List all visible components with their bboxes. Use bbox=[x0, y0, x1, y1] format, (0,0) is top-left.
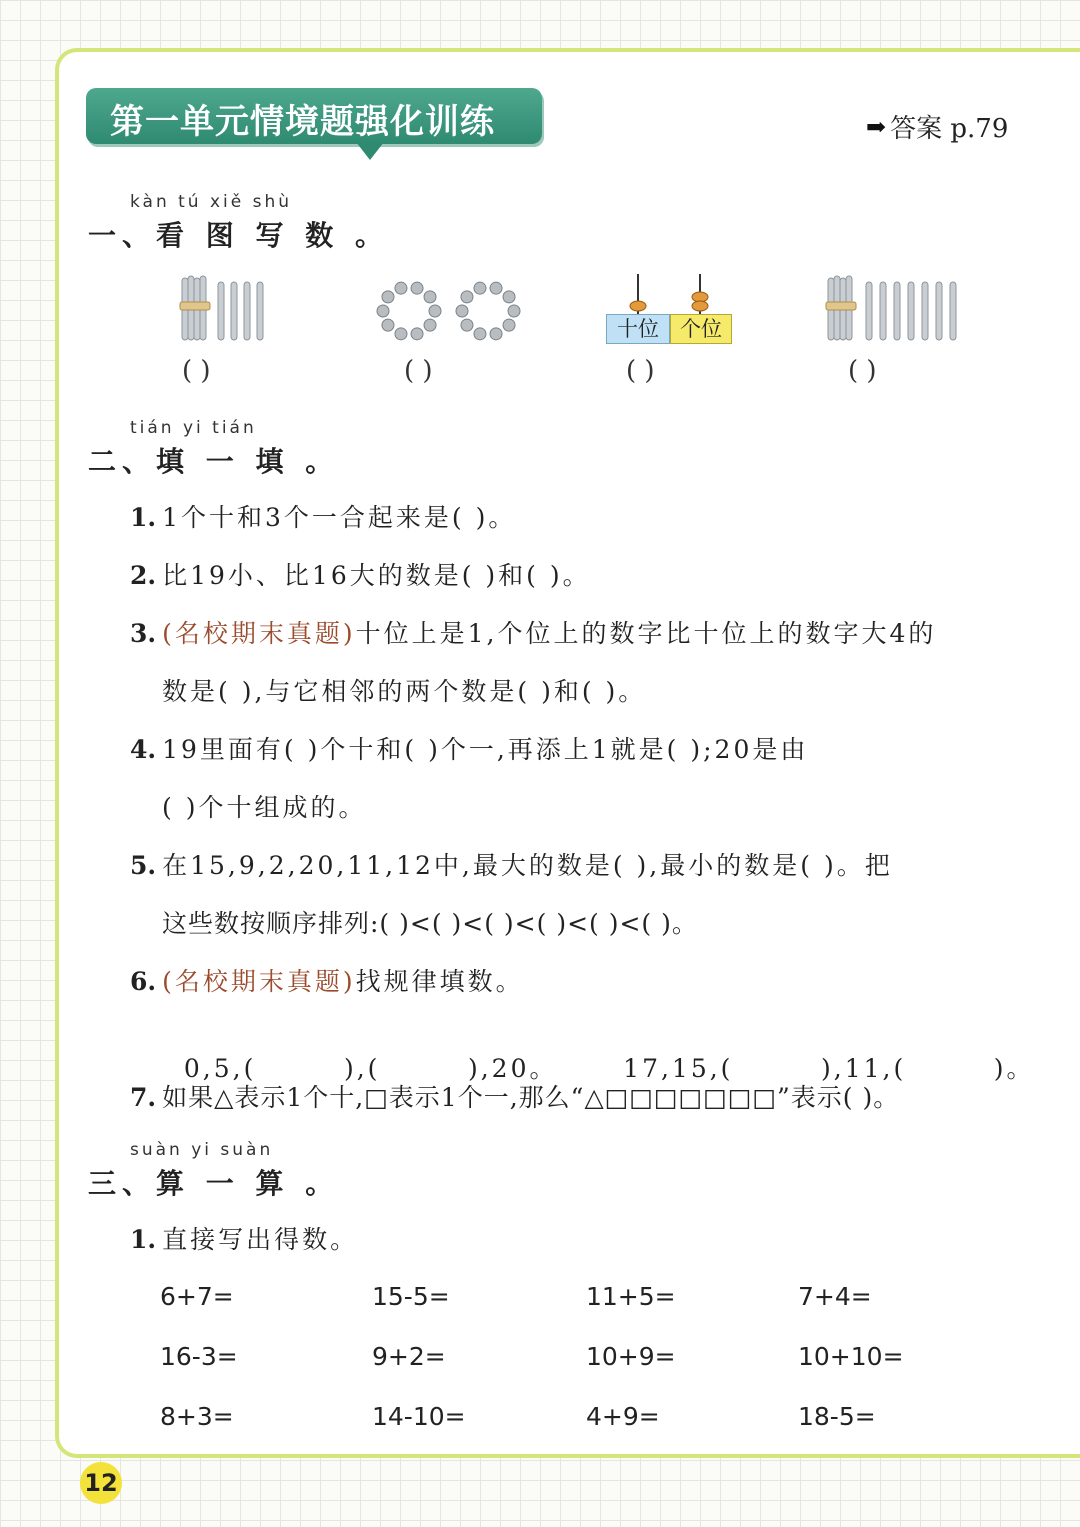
section3-pinyin: suàn yi suàn bbox=[130, 1140, 274, 1160]
section2-heading: 二、填 一 填 。 bbox=[88, 445, 340, 478]
source-tag: (名校期末真题) bbox=[162, 967, 356, 996]
abacus-picture bbox=[606, 272, 732, 346]
question-5: 5. 在15,9,2,20,11,12中,最大的数是( ),最小的数是( )。把 bbox=[130, 851, 893, 880]
calc-instruction: 1. 直接写出得数。 bbox=[130, 1225, 359, 1254]
tens-place-label: 十位 bbox=[606, 314, 670, 344]
arrow-right-icon: ➡ bbox=[866, 112, 887, 141]
answer-blank-1[interactable]: ( ) bbox=[182, 356, 211, 386]
section1-heading: 一、看 图 写 数 。 bbox=[88, 219, 389, 252]
answer-ref-text: 答案 p.79 bbox=[890, 114, 1009, 144]
calc-item[interactable]: 16-3= bbox=[160, 1342, 238, 1371]
ones-place-label: 个位 bbox=[670, 314, 732, 344]
question-7: 7. 如果△表示1个十,□表示1个一,那么“△□□□□□□□”表示( )。 bbox=[130, 1083, 900, 1112]
calc-item[interactable]: 10+10= bbox=[798, 1342, 904, 1371]
question-3: 3. (名校期末真题)十位上是1,个位上的数字比十位上的数字大4的 bbox=[130, 619, 937, 648]
answer-blank-2[interactable]: ( ) bbox=[404, 356, 433, 386]
answer-blank-4[interactable]: ( ) bbox=[848, 356, 877, 386]
bundle-sticks-picture-2 bbox=[824, 272, 964, 344]
question-1: 1. 1个十和3个一合起来是( )。 bbox=[130, 503, 517, 532]
calc-item[interactable]: 10+9= bbox=[586, 1342, 676, 1371]
question-6-sequences: 0,5,( ),( ),20。 17,15,( ),11,( )。 bbox=[183, 1054, 1035, 1083]
answer-blank-3[interactable]: ( ) bbox=[626, 356, 655, 386]
calc-item[interactable]: 9+2= bbox=[372, 1342, 446, 1371]
calc-item[interactable]: 8+3= bbox=[160, 1402, 234, 1431]
page-number: 12 bbox=[80, 1462, 122, 1504]
bead-rings-picture bbox=[376, 280, 522, 342]
question-6: 6. (名校期末真题)找规律填数。 bbox=[130, 967, 524, 996]
question-4-cont: ( )个十组成的。 bbox=[162, 793, 367, 822]
calc-item[interactable]: 4+9= bbox=[586, 1402, 660, 1431]
calc-item[interactable]: 14-10= bbox=[372, 1402, 466, 1431]
question-4: 4. 19里面有( )个十和( )个一,再添上1就是( );20是由 bbox=[130, 735, 809, 764]
calc-item[interactable]: 18-5= bbox=[798, 1402, 876, 1431]
calc-item[interactable]: 15-5= bbox=[372, 1282, 450, 1311]
question-5-cont: 这些数按顺序排列:( )<( )<( )<( )<( )<( )。 bbox=[162, 909, 698, 938]
question-3-cont: 数是( ),与它相邻的两个数是( )和( )。 bbox=[162, 677, 647, 706]
page-title: 第一单元情境题强化训练 bbox=[110, 102, 495, 142]
abacus-rods bbox=[606, 272, 732, 316]
calc-item[interactable]: 7+4= bbox=[798, 1282, 872, 1311]
section3-heading: 三、算 一 算 。 bbox=[88, 1167, 340, 1200]
calc-item[interactable]: 6+7= bbox=[160, 1282, 234, 1311]
answer-reference bbox=[866, 108, 1008, 145]
bundle-sticks-picture-1 bbox=[178, 272, 278, 344]
section2-pinyin: tián yi tián bbox=[130, 418, 257, 438]
section1-pinyin: kàn tú xiě shù bbox=[130, 192, 293, 212]
question-2: 2. 比19小、比16大的数是( )和( )。 bbox=[130, 561, 591, 590]
title-banner bbox=[86, 88, 542, 144]
source-tag: (名校期末真题) bbox=[162, 619, 356, 648]
calc-item[interactable]: 11+5= bbox=[586, 1282, 676, 1311]
